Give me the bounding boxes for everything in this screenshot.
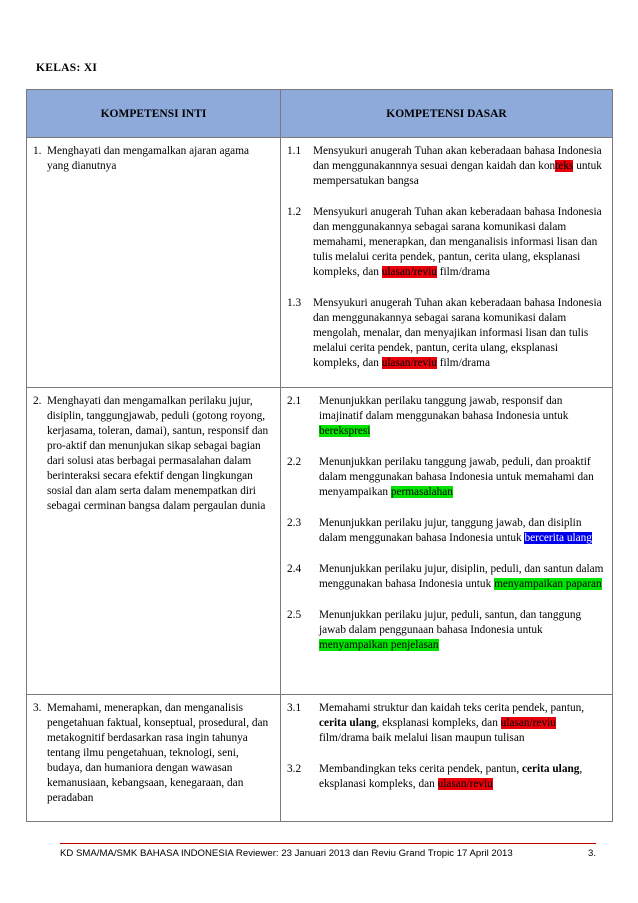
ki-text: Menghayati dan mengamalkan perilaku jujur, disiplin, tanggungjawab, peduli (gotong royong, kerjasama, toleran, damai), santun, responsif dan pro-aktif dan menunjukan sikap sebagai bagian dari solusi atas berbagai permasalahan dalam berinteraksi secara efektif dengan lingkungan sosial dan alam serta dalam menempatkan diri sebagai cerminan bangsa dalam pergaulan dunia xyxy=(47,395,269,512)
kd-text: Mensyukuri anugerah Tuhan akan keberadaan bahasa Indonesia dan menggunakannnya sesuai dengan kaidah dan konteks untuk mempersatukan bangsa xyxy=(313,145,602,187)
kd-cell xyxy=(281,388,613,695)
kd-number: 2.3 xyxy=(287,517,302,529)
kd-item xyxy=(287,608,606,653)
highlight-red: ulasan/reviu xyxy=(437,778,493,790)
kd-text: Menunjukkan perilaku jujur, tanggung jawab, dan disiplin dalam menggunakan bahasa Indonesia untuk bercerita ulang xyxy=(319,517,592,544)
kd-number: 3.1 xyxy=(287,702,302,714)
kd-number: 1.1 xyxy=(287,145,302,157)
class-value: XI xyxy=(83,62,98,74)
table-row xyxy=(27,388,613,695)
highlight-red: ulasan/reviu xyxy=(500,717,556,729)
kd-number: 2.2 xyxy=(287,456,302,468)
kd-text: Mensyukuri anugerah Tuhan akan keberadaan bahasa Indonesia dan menggunakannya sebagai sarana komunikasi dalam mengolah, menalar, dan menyajikan informasi lisan dan tulis melalui cerita pendek, pantun, cerita ulang, eksplanasi kompleks, dan ulasan/reviu film/drama xyxy=(313,297,602,369)
highlight-red: ulasan/reviu xyxy=(381,357,437,369)
footer-text: KD SMA/MA/SMK BAHASA INDONESIA Reviewer: 23 Januari 2013 dan Reviu Grand Tropic 17 April 2013 xyxy=(60,848,513,859)
ki-text: Menghayati dan mengamalkan ajaran agama yang dianutnya xyxy=(47,145,249,172)
kd-item xyxy=(287,296,606,371)
ki-cell xyxy=(27,138,281,388)
header-ki: KOMPETENSI INTI xyxy=(27,90,281,138)
kd-cell xyxy=(281,695,613,822)
header-kd: KOMPETENSI DASAR xyxy=(281,90,613,138)
competency-table xyxy=(26,89,613,822)
kd-text: Menunjukkan perilaku tanggung jawab, peduli, dan proaktif dalam menggunakan bahasa Indonesia untuk memahami dan menyampaikan permasalahan xyxy=(319,456,594,498)
table-row xyxy=(27,695,613,822)
highlight-blue: bercerita ulang xyxy=(524,532,592,544)
table-header-row xyxy=(27,90,613,138)
kd-text: Menunjukkan perilaku tanggung jawab, responsif dan imajinatif dalam menggunakan bahasa Indonesia untuk berekspresi xyxy=(319,395,569,437)
kd-item xyxy=(287,516,606,546)
highlight-red: teks xyxy=(555,160,574,172)
kd-item xyxy=(287,455,606,500)
kd-cell xyxy=(281,138,613,388)
class-label: KELAS: xyxy=(36,62,81,74)
ki-number: 1. xyxy=(33,145,42,157)
ki-cell xyxy=(27,695,281,822)
table-row xyxy=(27,138,613,388)
highlight-green: berekspresi xyxy=(319,425,371,437)
class-heading xyxy=(36,62,97,74)
kd-text: Mensyukuri anugerah Tuhan akan keberadaan bahasa Indonesia dan menggunakannya sebagai sarana komunikasi dalam memahami, menerapkan, dan menganalisis informasi lisan dan tulis melalui cerita pendek, pantun, cerita ulang, eksplanasi kompleks, dan ulasan/reviu film/drama xyxy=(313,206,602,278)
kd-number: 2.4 xyxy=(287,563,302,575)
kd-number: 2.5 xyxy=(287,609,302,621)
kd-item xyxy=(287,394,606,439)
highlight-green: menyampaikan paparan xyxy=(494,578,602,590)
kd-number: 1.2 xyxy=(287,206,302,218)
ki-text: Memahami, menerapkan, dan menganalisis pengetahuan faktual, konseptual, prosedural, dan metakognitif berdasarkan rasa ingin tahunya tentang ilmu pengetahuan, teknologi, seni, budaya, dan humaniora dengan wawasan kemanusiaan, kebangsaan, kenegaraan, dan peradaban xyxy=(47,702,269,804)
kd-number: 2.1 xyxy=(287,395,302,407)
highlight-green: permasalahan xyxy=(390,486,453,498)
page-footer xyxy=(60,843,596,859)
kd-item xyxy=(287,205,606,280)
kd-text: Menunjukkan perilaku jujur, peduli, santun, dan tanggung jawab dalam penggunaan bahasa Indonesia untuk menyampaikan penjelasan xyxy=(319,609,582,651)
kd-item xyxy=(287,762,606,792)
page-number: 3. xyxy=(587,848,596,859)
ki-number: 3. xyxy=(33,702,42,714)
ki-cell xyxy=(27,388,281,695)
kd-item xyxy=(287,701,606,746)
kd-number: 3.2 xyxy=(287,763,302,775)
highlight-red: ulasan/reviu xyxy=(381,266,437,278)
highlight-green: menyampaikan penjelasan xyxy=(319,639,439,651)
kd-text: Memahami struktur dan kaidah teks cerita pendek, pantun, cerita ulang, eksplanasi kompleks, dan ulasan/reviu film/drama baik melalui lisan maupun tulisan xyxy=(319,702,585,744)
kd-item xyxy=(287,144,606,189)
kd-text: Menunjukkan perilaku jujur, disiplin, peduli, dan santun dalam menggunakan bahasa Indonesia untuk menyampaikan paparan xyxy=(319,563,604,590)
kd-item xyxy=(287,562,606,592)
kd-number: 1.3 xyxy=(287,297,302,309)
ki-number: 2. xyxy=(33,395,42,407)
kd-text: Membandingkan teks cerita pendek, pantun, cerita ulang, eksplanasi kompleks, dan ulasan/reviu xyxy=(319,763,583,790)
